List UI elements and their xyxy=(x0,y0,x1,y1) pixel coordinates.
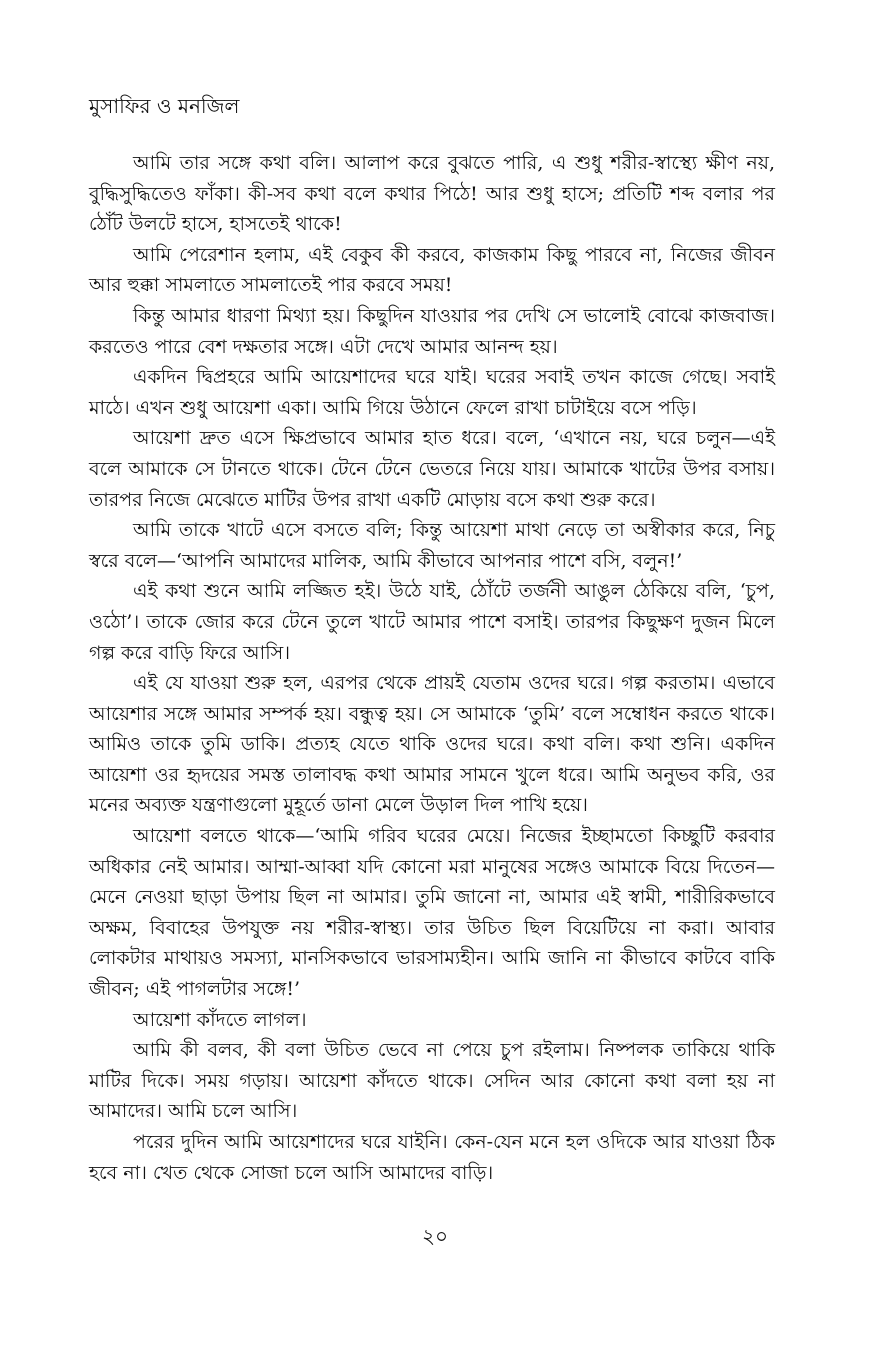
paragraph: একদিন দ্বিপ্রহরে আমি আয়েশাদের ঘরে যাই। ঘরের সবাই তখন কাজে গেছে। সবাই মাঠে। এখন শুধু আয়েশা একা। আমি গিয়ে উঠানে ফেলে রাখা চাটাইয়ে বসে পড়ি। xyxy=(89,366,775,419)
paragraph: আয়েশা বলতে থাকে—‘আমি গরিব ঘরের মেয়ে। নিজের ইচ্ছামতো কিচ্ছুটি করবার অধিকার নেই আমার। আম্মা-আব্বা যদি কোনো মরা মানুষের সঙ্গেও আমাকে বিয়ে দিতেন—মেনে নেওয়া ছাড়া উপায় ছিল না আমার। তুমি জানো না, আমার এই স্বামী, শারীরিকভাবে অক্ষম, বিবাহের উপযুক্ত নয় শরীর-স্বাস্থ্য। তার উচিত ছিল বিয়েটিয়ে না করা। আবার লোকটার মাথায়ও সমস্যা, মানসিকভাবে ভারসাম্যহীন। আমি জানি না কীভাবে কাটবে বাকি জীবন; এই পাগলটার সঙ্গে!’ xyxy=(89,825,775,1001)
paragraph: এই কথা শুনে আমি লজ্জিত হই। উঠে যাই, ঠোঁটে তর্জনী আঙুল ঠেকিয়ে বলি, ‘চুপ, ওঠো’। তাকে জোর করে টেনে তুলে খাটে আমার পাশে বসাই। তারপর কিছুক্ষণ দুজন মিলে গল্প করে বাড়ি ফিরে আসি। xyxy=(89,580,775,664)
paragraph: পরের দুদিন আমি আয়েশাদের ঘরে যাইনি। কেন-যেন মনে হল ওদিকে আর যাওয়া ঠিক হবে না। খেত থেকে সোজা চলে আসি আমাদের বাড়ি। xyxy=(89,1131,775,1184)
body-text xyxy=(89,148,775,1188)
paragraph: আমি পেরেশান হলাম, এই বেকুব কী করবে, কাজকাম কিছু পারবে না, নিজের জীবন আর হুক্কা সামলাতে সামলাতেই পার করবে সময়! xyxy=(89,243,775,297)
paragraph: আয়েশা কাঁদতে লাগল। xyxy=(133,1008,307,1031)
paragraph: কিন্তু আমার ধারণা মিথ্যা হয়। কিছুদিন যাওয়ার পর দেখি সে ভালোই বোঝে কাজবাজ। করতেও পারে বেশ দক্ষতার সঙ্গে। এটা দেখে আমার আনন্দ হয়। xyxy=(89,304,775,358)
paragraph: আমি তাকে খাটে এসে বসতে বলি; কিন্তু আয়েশা মাথা নেড়ে তা অস্বীকার করে, নিচু স্বরে বলে—‘আপনি আমাদের মালিক, আমি কীভাবে আপনার পাশে বসি, বলুন!’ xyxy=(89,519,775,572)
running-head: মুসাফির ও মনজিল xyxy=(89,94,240,118)
paragraph: আয়েশা দ্রুত এসে ক্ষিপ্রভাবে আমার হাত ধরে। বলে, ‘এখানে নয়, ঘরে চলুন—এই বলে আমাকে সে টানতে থাকে। টেনে টেনে ভেতরে নিয়ে যায়। আমাকে খাটের উপর বসায়। তারপর নিজে মেঝেতে মাটির উপর রাখা একটি মোড়ায় বসে কথা শুরু করে। xyxy=(89,427,775,511)
paragraph: এই যে যাওয়া শুরু হল, এরপর থেকে প্রায়ই যেতাম ওদের ঘরে। গল্প করতাম। এভাবে আয়েশার সঙ্গে আমার সম্পর্ক হয়। বন্ধুত্ব হয়। সে আমাকে ‘তুমি’ বলে সম্বোধন করতে থাকে। আমিও তাকে তুমি ডাকি। প্রত্যহ যেতে থাকি ওদের ঘরে। কথা বলি। কথা শুনি। একদিন আয়েশা ওর হৃদয়ের সমস্ত তালাবদ্ধ কথা আমার সামনে খুলে ধরে। আমি অনুভব করি, ওর মনের অব্যক্ত যন্ত্রণাগুলো মুহূর্তে ডানা মেলে উড়াল দিল পাখি হয়ে। xyxy=(89,672,775,817)
paragraph: আমি কী বলব, কী বলা উচিত ভেবে না পেয়ে চুপ রইলাম। নিষ্পলক তাকিয়ে থাকি মাটির দিকে। সময় গড়ায়। আয়েশা কাঁদতে থাকে। সেদিন আর কোনো কথা বলা হয় না আমাদের। আমি চলে আসি। xyxy=(89,1039,775,1123)
paragraph: আমি তার সঙ্গে কথা বলি। আলাপ করে বুঝতে পারি, এ শুধু শরীর-স্বাস্থ্যে ক্ষীণ নয়, বুদ্ধিসুদ্ধিতেও ফাঁকা। কী-সব কথা বলে কথার পিঠে! আর শুধু হাসে; প্রতিটি শব্দ বলার পর ঠোঁট উলটে হাসে, হাসতেই থাকে! xyxy=(89,152,775,236)
page-number: ২০ xyxy=(421,1224,448,1248)
